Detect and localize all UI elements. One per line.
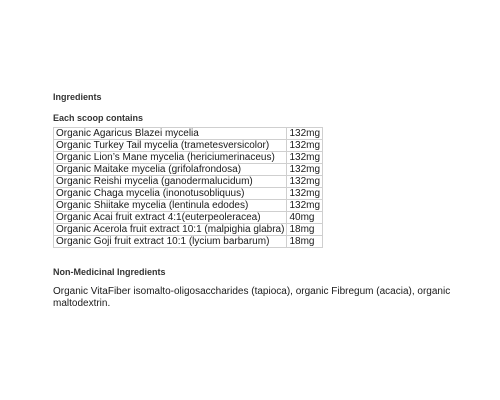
ingredient-amount: 132mg	[287, 164, 323, 176]
table-row	[54, 236, 323, 248]
ingredient-name: Organic Chaga mycelia (inonotusobliquus)	[54, 188, 287, 200]
ingredient-name: Organic Acerola fruit extract 10:1 (malpighia glabra)	[54, 224, 287, 236]
ingredient-name: Organic Turkey Tail mycelia (trametesversicolor)	[54, 140, 287, 152]
ingredient-amount: 132mg	[287, 128, 323, 140]
table-row	[54, 188, 323, 200]
ingredient-name: Organic Goji fruit extract 10:1 (lycium barbarum)	[54, 236, 287, 248]
table-row	[54, 224, 323, 236]
table-row	[54, 128, 323, 140]
ingredients-table	[53, 127, 323, 248]
ingredients-heading: Ingredients	[53, 92, 102, 102]
ingredient-amount: 18mg	[287, 236, 323, 248]
ingredient-amount: 132mg	[287, 140, 323, 152]
ingredient-name: Organic Maitake mycelia (grifolafrondosa)	[54, 164, 287, 176]
ingredient-name: Organic Acai fruit extract 4:1(euterpeoleracea)	[54, 212, 287, 224]
ingredient-name: Organic Reishi mycelia (ganodermalucidum)	[54, 176, 287, 188]
ingredient-amount: 132mg	[287, 176, 323, 188]
ingredient-amount: 132mg	[287, 152, 323, 164]
ingredient-name: Organic Shiitake mycelia (lentinula edodes)	[54, 200, 287, 212]
table-row	[54, 140, 323, 152]
table-row	[54, 176, 323, 188]
table-row	[54, 164, 323, 176]
non-medicinal-heading: Non-Medicinal Ingredients	[53, 267, 166, 277]
ingredient-amount: 40mg	[287, 212, 323, 224]
non-medicinal-text: Organic VitaFiber isomalto-oligosaccharides (tapioca), organic Fibregum (acacia), organic maltodextrin.	[53, 286, 451, 309]
ingredient-amount: 132mg	[287, 200, 323, 212]
table-row	[54, 212, 323, 224]
ingredient-amount: 132mg	[287, 188, 323, 200]
each-scoop-heading: Each scoop contains	[53, 113, 144, 123]
ingredient-name: Organic Lion’s Mane mycelia (hericiumerinaceus)	[54, 152, 287, 164]
table-row	[54, 152, 323, 164]
table-row	[54, 200, 323, 212]
ingredient-amount: 18mg	[287, 224, 323, 236]
ingredient-name: Organic Agaricus Blazei mycelia	[54, 128, 287, 140]
